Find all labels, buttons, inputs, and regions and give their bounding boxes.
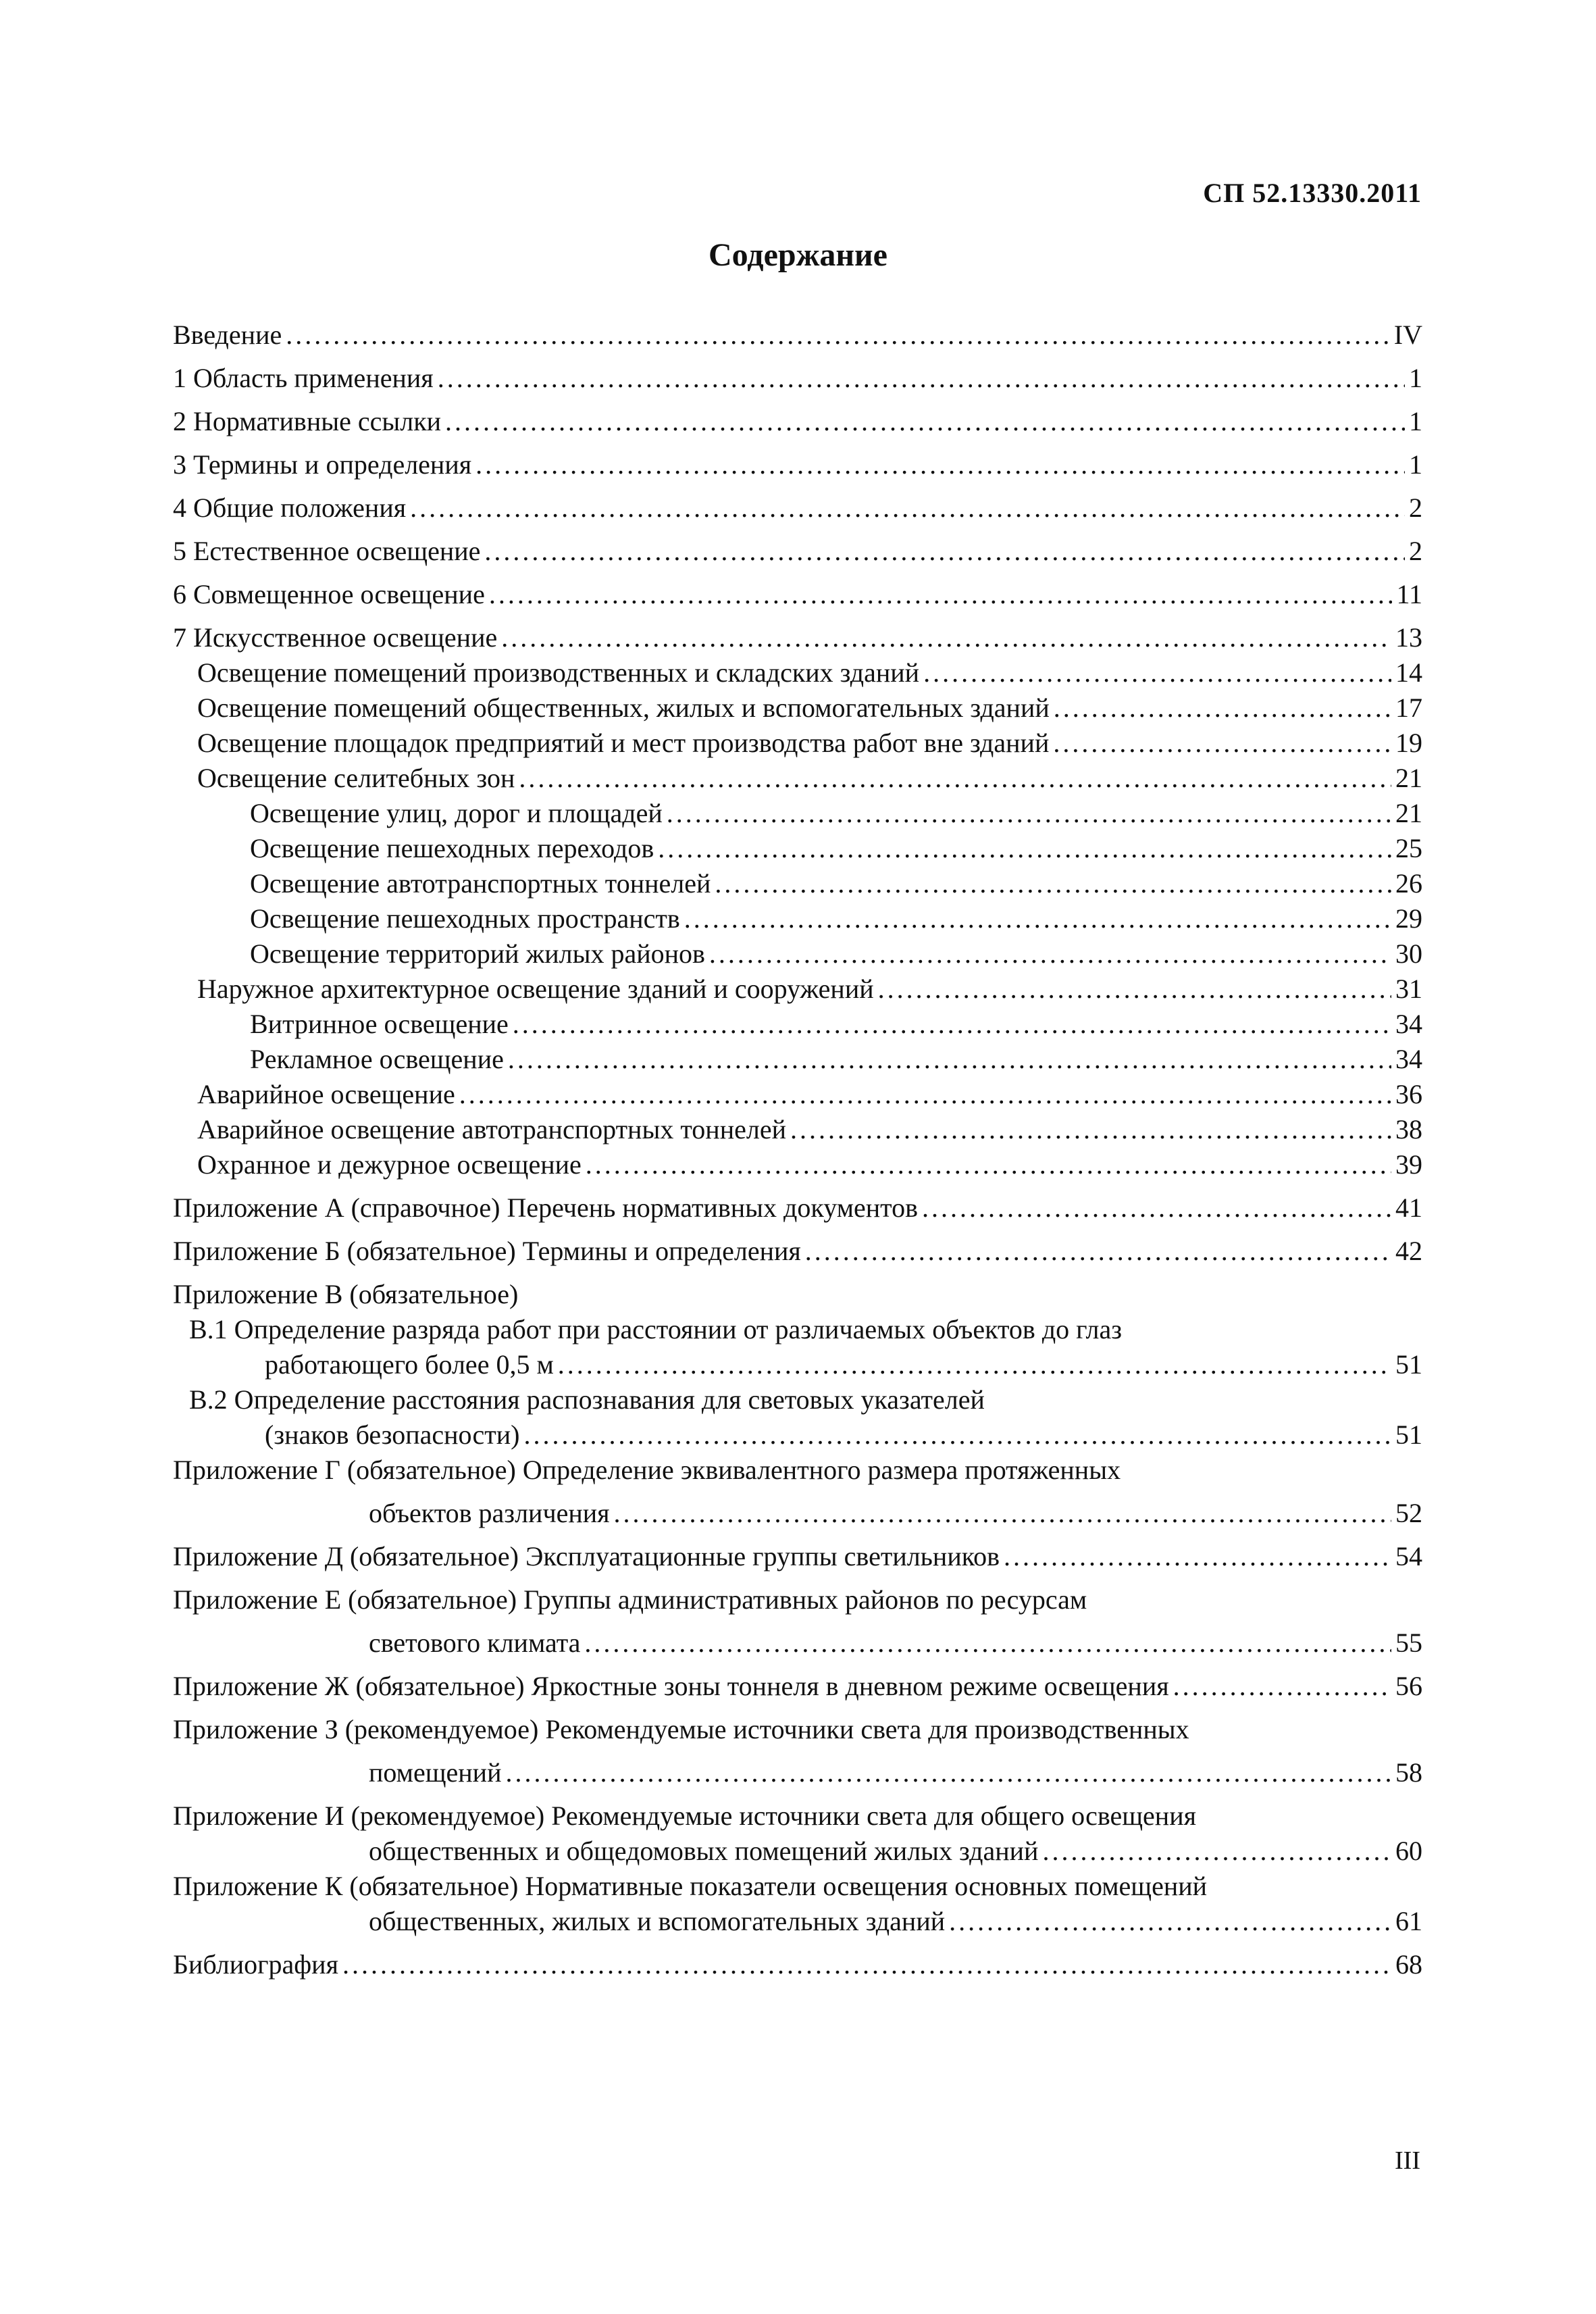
toc-entry-introduction[interactable] [173, 318, 1422, 353]
dot-leader [805, 1234, 1391, 1269]
toc-label: 4 Общие положения [173, 493, 407, 523]
toc-entry-security-lighting[interactable] [173, 1147, 1422, 1182]
toc-entry-appendix-z[interactable]: Приложение З (рекомендуемое) Рекомендуемые источники света для производственных [173, 1714, 1189, 1744]
toc-entry-appendix-k[interactable]: Приложение К (обязательное) Нормативные показатели освещения основных помещений [173, 1871, 1208, 1901]
toc-page: 25 [1395, 833, 1422, 863]
page-title: Содержание [709, 237, 887, 273]
toc-label: 7 Искусственное освещение [173, 622, 498, 653]
dot-leader [489, 577, 1393, 612]
dot-leader [1042, 1834, 1391, 1869]
toc-page: 19 [1395, 728, 1422, 758]
toc-entry-streets[interactable] [173, 796, 1422, 831]
toc-label: Приложение Б (обязательное) Термины и определения [173, 1236, 801, 1266]
toc-entry-tunnels[interactable] [173, 866, 1422, 901]
dot-leader [1053, 726, 1391, 761]
toc-page: 31 [1395, 974, 1422, 1004]
toc-page: 55 [1395, 1628, 1422, 1658]
toc-page: 38 [1395, 1114, 1422, 1145]
dot-leader [614, 1496, 1391, 1531]
toc-label: Освещение автотранспортных тоннелей [250, 868, 711, 899]
dot-leader [475, 447, 1405, 482]
toc-page: 34 [1395, 1009, 1422, 1039]
dot-leader [586, 1147, 1391, 1182]
dot-leader [513, 1007, 1391, 1042]
page-number: III [1395, 2146, 1420, 2175]
toc-entry-appendix-a[interactable] [173, 1190, 1422, 1226]
toc-entry-shop-window[interactable] [173, 1007, 1422, 1042]
dot-leader [342, 1947, 1391, 1982]
toc-label: 5 Естественное освещение [173, 536, 481, 566]
toc-entry-appendix-k-cont[interactable] [173, 1904, 1422, 1939]
toc-entry-architectural[interactable] [173, 972, 1422, 1007]
toc-page: 39 [1395, 1149, 1422, 1180]
toc-page: IV [1393, 320, 1422, 350]
toc-entry-appendix-i[interactable]: Приложение И (рекомендуемое) Рекомендуемые источники света для общего освещения [173, 1801, 1196, 1831]
toc-entry-general[interactable] [173, 491, 1422, 526]
toc-entry-appendix-g[interactable]: Приложение Г (обязательное) Определение эквивалентного размера протяженных [173, 1455, 1121, 1485]
toc-entry-pedestrian-spaces[interactable] [173, 901, 1422, 936]
toc-label: Освещение помещений общественных, жилых и вспомогательных зданий [197, 693, 1050, 723]
dot-leader [584, 1626, 1391, 1661]
toc-entry-appendix-v[interactable]: Приложение В (обязательное) [173, 1279, 519, 1309]
toc-label: работающего более 0,5 м [265, 1349, 554, 1380]
toc-entry-v2[interactable]: В.2 Определение расстояния распознавания для световых указателей [189, 1384, 985, 1415]
table-of-contents [173, 318, 1422, 1982]
toc-entry-residential-areas[interactable] [173, 936, 1422, 972]
toc-label: Библиография [173, 1949, 338, 1980]
toc-page: 68 [1395, 1949, 1422, 1980]
toc-page: 61 [1395, 1906, 1422, 1936]
dot-leader [484, 534, 1405, 569]
toc-entry-appendix-i-cont[interactable] [173, 1834, 1422, 1869]
dot-leader [922, 1190, 1391, 1226]
toc-label: 2 Нормативные ссылки [173, 406, 442, 436]
toc-entry-crossings[interactable] [173, 831, 1422, 866]
toc-page: 52 [1395, 1498, 1422, 1528]
toc-label: Наружное архитектурное освещение зданий и сооружений [197, 974, 874, 1004]
dot-leader [878, 972, 1391, 1007]
toc-page: 41 [1395, 1192, 1422, 1223]
toc-entry-v1[interactable]: В.1 Определение разряда работ при расстоянии от различаемых объектов до глаз [189, 1314, 1123, 1344]
toc-page: 36 [1395, 1079, 1422, 1109]
toc-label: объектов различения [369, 1498, 610, 1528]
dot-leader [459, 1077, 1391, 1112]
dot-leader [508, 1042, 1391, 1077]
toc-entry-emergency-tunnels[interactable] [173, 1112, 1422, 1147]
dot-leader [523, 1417, 1391, 1453]
toc-label: Приложение А (справочное) Перечень нормативных документов [173, 1192, 919, 1223]
document-code: СП 52.13330.2011 [1203, 178, 1422, 208]
toc-entry-appendix-g-cont[interactable] [173, 1496, 1422, 1531]
toc-page: 58 [1395, 1757, 1422, 1788]
toc-entry-terms[interactable] [173, 447, 1422, 482]
toc-label: Приложение Ж (обязательное) Яркостные зоны тоннеля в дневном режиме освещения [173, 1671, 1169, 1701]
toc-page: 21 [1395, 798, 1422, 828]
dot-leader [949, 1904, 1391, 1939]
toc-page: 17 [1395, 693, 1422, 723]
toc-page: 60 [1395, 1836, 1422, 1866]
toc-page: 1 [1409, 363, 1422, 393]
toc-entry-appendix-z-cont[interactable] [173, 1755, 1422, 1790]
toc-page: 1 [1409, 406, 1422, 436]
dot-leader [1004, 1539, 1391, 1574]
toc-entry-public-buildings[interactable] [173, 690, 1422, 726]
dot-leader [1173, 1669, 1391, 1704]
dot-leader [1054, 690, 1391, 726]
dot-leader [684, 901, 1391, 936]
toc-label: Приложение Д (обязательное) Эксплуатационные группы светильников [173, 1541, 1000, 1571]
toc-page: 30 [1395, 938, 1422, 969]
toc-page: 26 [1395, 868, 1422, 899]
toc-label: общественных, жилых и вспомогательных зданий [369, 1906, 946, 1936]
toc-entry-emergency[interactable] [173, 1077, 1422, 1112]
dot-leader [658, 831, 1391, 866]
toc-page: 54 [1395, 1541, 1422, 1571]
toc-label: 3 Термины и определения [173, 449, 472, 480]
toc-entry-v2-cont[interactable] [173, 1417, 1422, 1453]
toc-label: Освещение пешеходных переходов [250, 833, 654, 863]
toc-page: 2 [1409, 493, 1422, 523]
toc-label: Освещение селитебных зон [197, 763, 515, 793]
dot-leader [505, 1755, 1391, 1790]
toc-entry-appendix-e-cont[interactable] [173, 1626, 1422, 1661]
toc-entry-natural-lighting[interactable] [173, 534, 1422, 569]
toc-entry-advertising[interactable] [173, 1042, 1422, 1077]
toc-page: 2 [1409, 536, 1422, 566]
dot-leader [715, 866, 1391, 901]
toc-page: 14 [1395, 657, 1422, 688]
toc-label: Витринное освещение [250, 1009, 509, 1039]
dot-leader [438, 361, 1405, 396]
toc-entry-appendix-d[interactable] [173, 1539, 1422, 1574]
toc-page: 51 [1395, 1349, 1422, 1380]
dot-leader [410, 491, 1405, 526]
toc-page: 34 [1395, 1044, 1422, 1074]
toc-entry-residential-zones[interactable] [173, 761, 1422, 796]
dot-leader [558, 1347, 1391, 1382]
toc-page: 56 [1395, 1671, 1422, 1701]
dot-leader [286, 318, 1390, 353]
toc-label: 1 Область применения [173, 363, 434, 393]
toc-label: Освещение пешеходных пространств [250, 903, 680, 934]
toc-label: общественных и общедомовых помещений жилых зданий [369, 1836, 1039, 1866]
toc-label: (знаков безопасности) [265, 1419, 520, 1450]
toc-entry-appendix-b[interactable] [173, 1234, 1422, 1269]
toc-label: светового климата [369, 1628, 581, 1658]
toc-entry-normative-refs[interactable] [173, 404, 1422, 439]
dot-leader [667, 796, 1391, 831]
toc-label: Введение [173, 320, 282, 350]
toc-label: Рекламное освещение [250, 1044, 504, 1074]
toc-page: 51 [1395, 1419, 1422, 1450]
toc-entry-appendix-zh[interactable] [173, 1669, 1422, 1704]
toc-page: 42 [1395, 1236, 1422, 1266]
toc-page: 1 [1409, 449, 1422, 480]
toc-label: Освещение помещений производственных и складских зданий [197, 657, 920, 688]
toc-entry-scope[interactable] [173, 361, 1422, 396]
toc-entry-combined-lighting[interactable] [173, 577, 1422, 612]
dot-leader [923, 655, 1391, 690]
toc-entry-industrial[interactable] [173, 655, 1422, 690]
toc-entry-outdoor-sites[interactable] [173, 726, 1422, 761]
toc-page: 13 [1395, 622, 1422, 653]
toc-page: 11 [1396, 579, 1422, 609]
toc-label: 6 Совмещенное освещение [173, 579, 485, 609]
toc-page: 29 [1395, 903, 1422, 934]
toc-entry-v1-cont[interactable] [173, 1347, 1422, 1382]
toc-label: Аварийное освещение автотранспортных тоннелей [197, 1114, 786, 1145]
dot-leader [445, 404, 1405, 439]
toc-label: Освещение площадок предприятий и мест производства работ вне зданий [197, 728, 1050, 758]
toc-label: помещений [369, 1757, 502, 1788]
dot-leader [501, 620, 1391, 655]
toc-label: Освещение улиц, дорог и площадей [250, 798, 663, 828]
toc-entry-appendix-e[interactable]: Приложение Е (обязательное) Группы административных районов по ресурсам [173, 1584, 1087, 1615]
dot-leader [519, 761, 1391, 796]
toc-entry-artificial-lighting[interactable] [173, 620, 1422, 655]
toc-label: Освещение территорий жилых районов [250, 938, 705, 969]
toc-page: 21 [1395, 763, 1422, 793]
toc-label: Охранное и дежурное освещение [197, 1149, 582, 1180]
dot-leader [790, 1112, 1391, 1147]
toc-entry-bibliography[interactable] [173, 1947, 1422, 1982]
toc-label: Аварийное освещение [197, 1079, 455, 1109]
dot-leader [709, 936, 1391, 972]
